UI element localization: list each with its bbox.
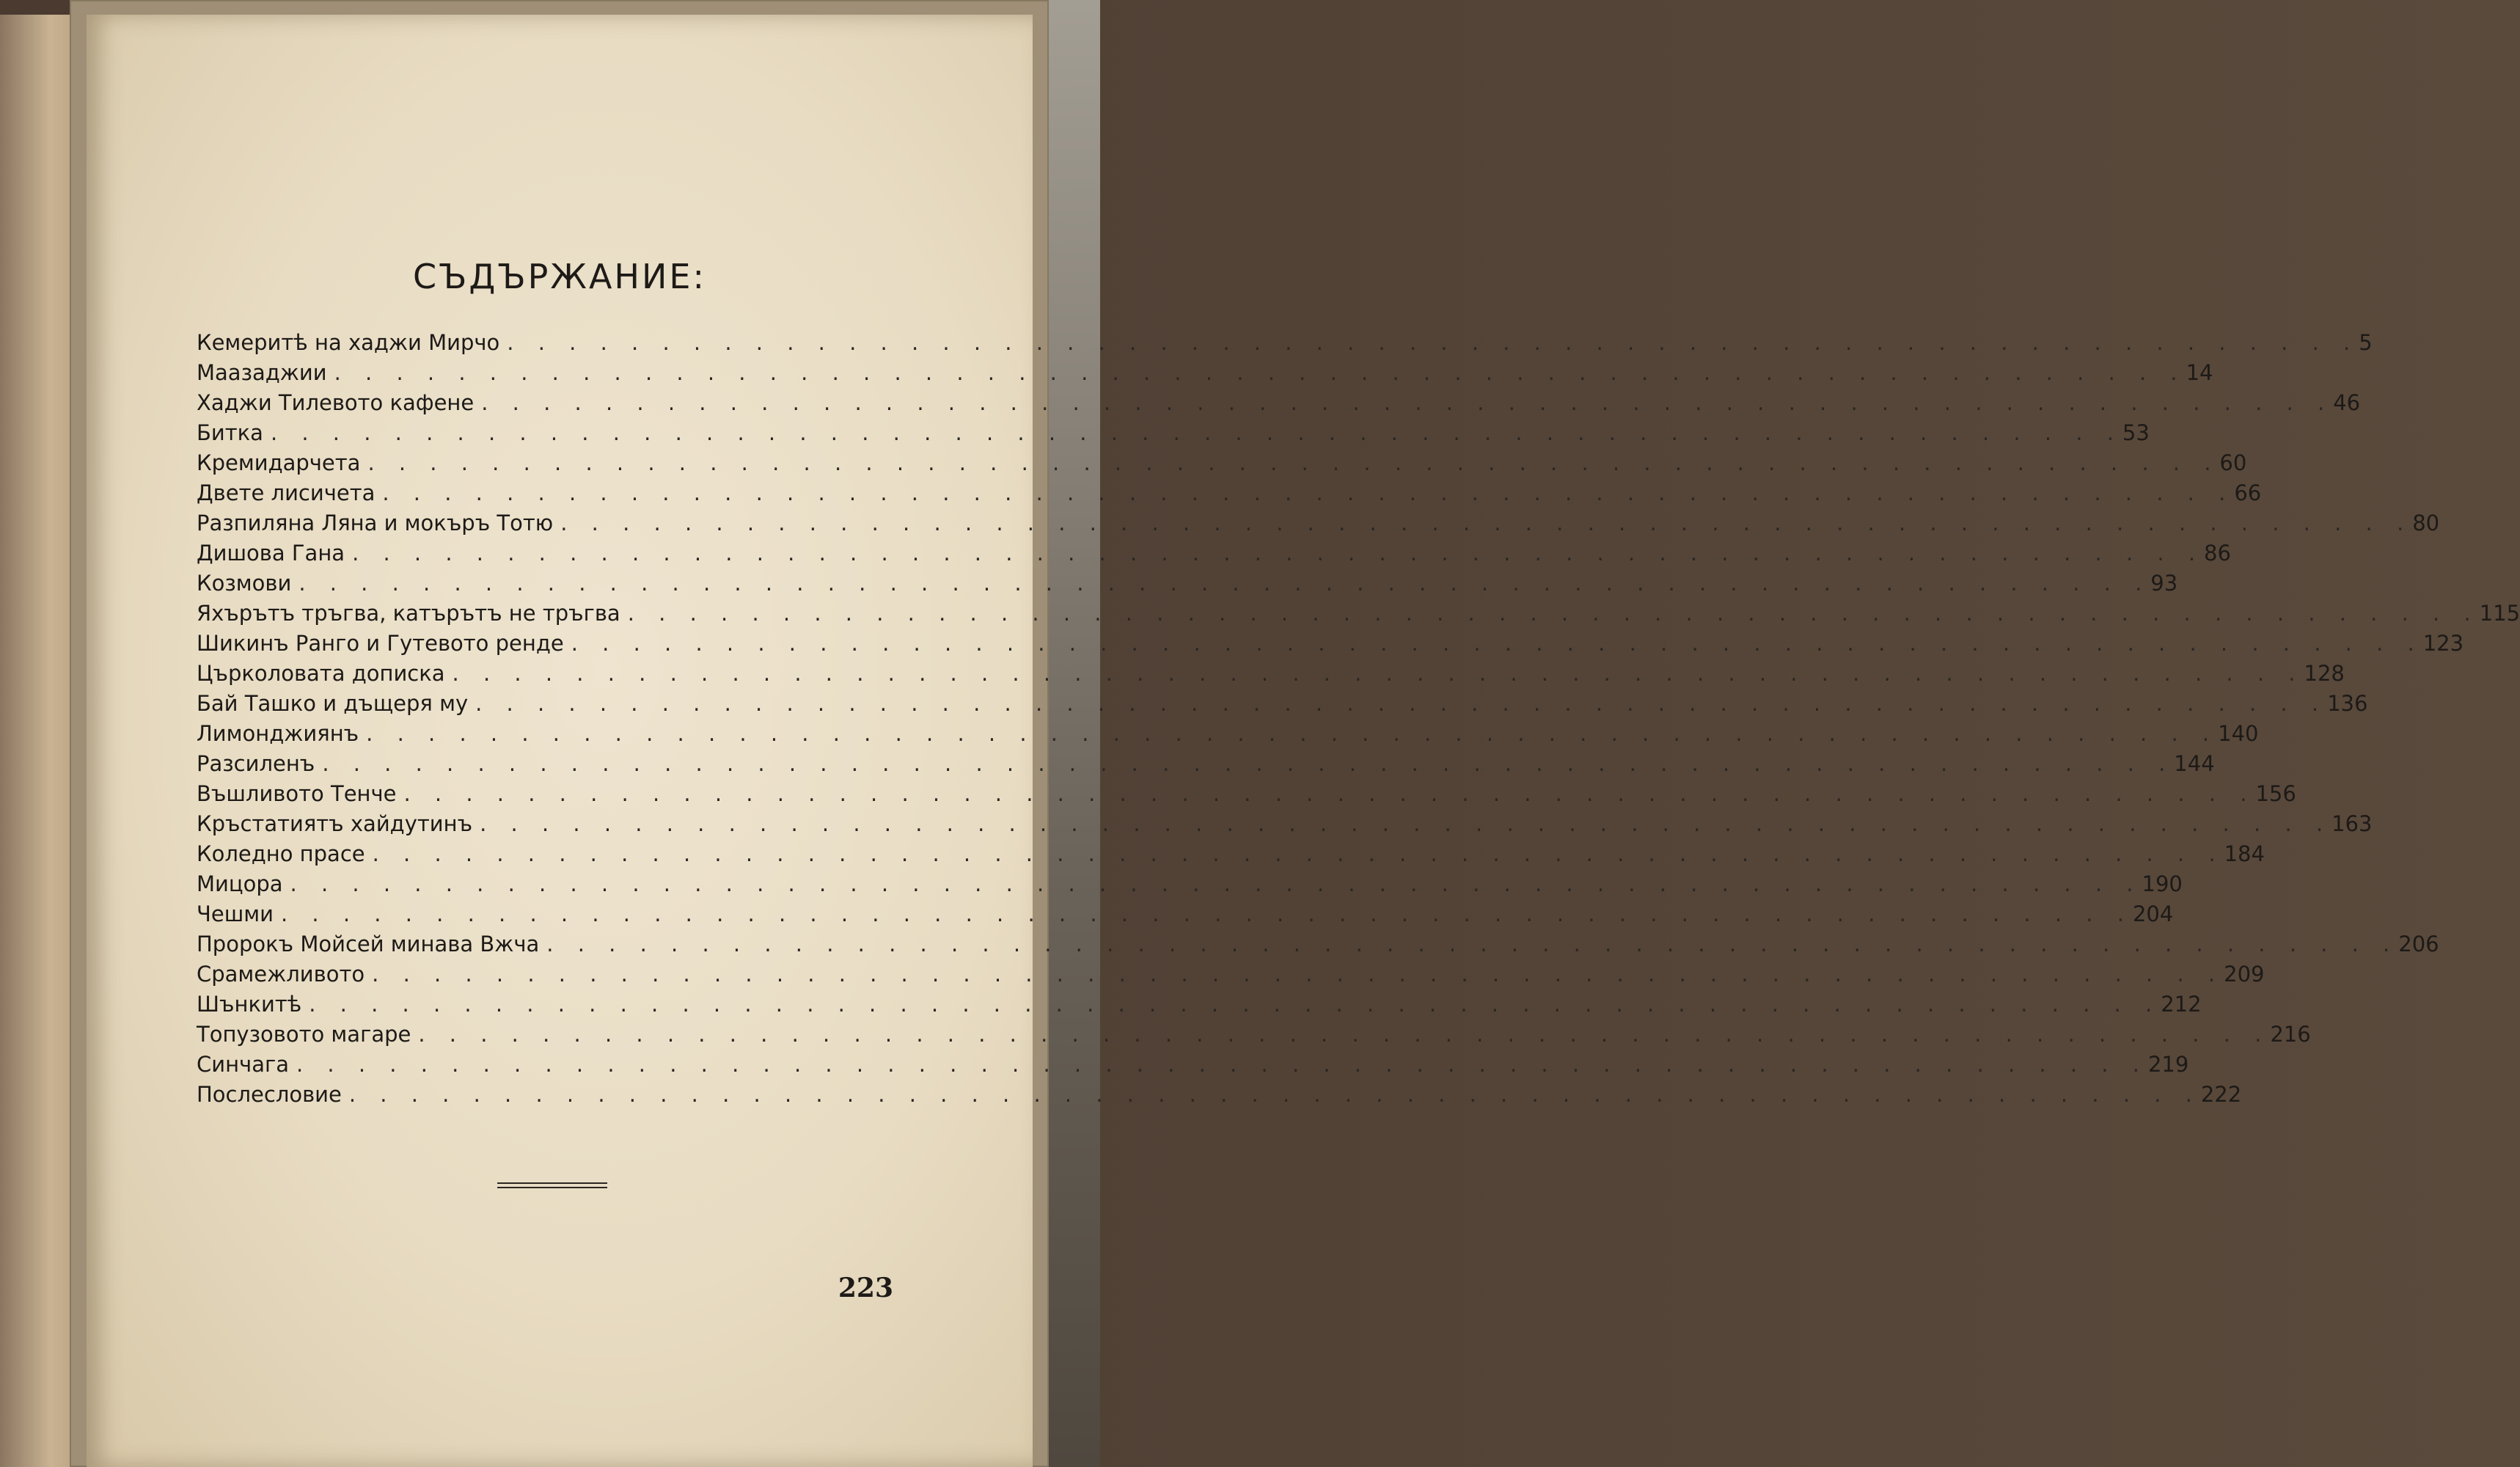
- toc-entry-title: Хаджи Тилевото кафене: [197, 390, 475, 415]
- toc-entry-title: Маазаджии: [197, 360, 327, 385]
- toc-entry-page: 14: [2186, 360, 2213, 385]
- toc-entry-title: Яхърътъ тръгва, катърътъ не тръгва: [197, 601, 620, 626]
- toc-entry: [197, 841, 2265, 871]
- toc-entry-title: Лимонджиянъ: [197, 721, 359, 746]
- toc-entry: [197, 721, 2259, 751]
- toc-entry: [197, 871, 2183, 901]
- toc-entry: [197, 811, 2373, 841]
- toc-entry-title: Дишова Гана: [197, 541, 345, 566]
- toc-entry: [197, 751, 2215, 781]
- table-of-contents: [197, 330, 2520, 1112]
- toc-entry-page: 46: [2333, 390, 2361, 415]
- dot-leader: . . . . . . . . . . . . . . . . . . . . . . . . . . . . . . . . . . . . . . . . . . . . . . . . . . . . . . . . . . . .: [322, 751, 2175, 776]
- toc-entry: [197, 1052, 2189, 1082]
- toc-entry-title: Мицора: [197, 871, 283, 896]
- toc-entry: [197, 691, 2368, 721]
- toc-entry-page: 216: [2270, 1022, 2311, 1047]
- page-number: 223: [838, 1273, 893, 1303]
- dot-leader: . . . . . . . . . . . . . . . . . . . . . . . . . . . . . . . . . . . . . . . . . . . . . . . . . . . . . . . . . . . .: [372, 841, 2224, 866]
- toc-entry-page: 204: [2132, 901, 2174, 926]
- ornamental-rule: [497, 1182, 607, 1193]
- dot-leader: . . . . . . . . . . . . . . . . . . . . . . . . . . . . . . . . . . . . . . . . . . . . . . . . . . . . . . . . . . . .: [382, 480, 2235, 505]
- toc-entry: [197, 571, 2178, 601]
- toc-entry-page: 144: [2174, 751, 2215, 776]
- dot-leader: . . . . . . . . . . . . . . . . . . . . . . . . . . . . . . . . . . . . . . . . . . . . . . . . . . . . . . . . . . . .: [571, 631, 2423, 656]
- toc-entry-title: Топузовото магаре: [197, 1022, 411, 1047]
- toc-entry-title: Кремидарчета: [197, 450, 361, 475]
- dot-leader: . . . . . . . . . . . . . . . . . . . . . . . . . . . . . . . . . . . . . . . . . . . . . . . . . . . . . . . . . . . .: [507, 330, 2359, 355]
- toc-entry: [197, 601, 2520, 631]
- dot-leader: . . . . . . . . . . . . . . . . . . . . . . . . . . . . . . . . . . . . . . . . . . . . . . . . . . . . . . . . . . . .: [560, 511, 2413, 535]
- toc-entry-title: Синчага: [197, 1052, 289, 1077]
- toc-entry: [197, 992, 2202, 1022]
- dot-leader: . . . . . . . . . . . . . . . . . . . . . . . . . . . . . . . . . . . . . . . . . . . . . . . . . . . . . . . . . . . .: [627, 601, 2480, 626]
- dot-leader: . . . . . . . . . . . . . . . . . . . . . . . . . . . . . . . . . . . . . . . . . . . . . . . . . . . . . . . . . . . .: [403, 781, 2256, 806]
- toc-entry-title: Кръстатиятъ хайдутинъ: [197, 811, 473, 836]
- toc-entry: [197, 1022, 2311, 1052]
- toc-entry: [197, 1082, 2242, 1112]
- toc-entry-page: 219: [2147, 1052, 2189, 1077]
- toc-entry-title: Коледно прасе: [197, 841, 365, 866]
- toc-entry-page: 156: [2255, 781, 2296, 806]
- toc-entry: [197, 360, 2213, 390]
- toc-entry-title: Разпиляна Ляна и мокъръ Тотю: [197, 511, 554, 535]
- contents-heading: СЪДЪРЖАНИЕ:: [413, 257, 706, 296]
- toc-entry: [197, 962, 2265, 992]
- toc-entry-page: 128: [2304, 661, 2345, 686]
- toc-entry: [197, 901, 2174, 932]
- dot-leader: . . . . . . . . . . . . . . . . . . . . . . . . . . . . . . . . . . . . . . . . . . . . . . . . . . . . . . . . . . . .: [290, 871, 2142, 896]
- toc-entry-title: Пророкъ Мойсей минава Вжча: [197, 932, 540, 956]
- dot-leader: . . . . . . . . . . . . . . . . . . . . . . . . . . . . . . . . . . . . . . . . . . . . . . . . . . . . . . . . . . . .: [452, 661, 2304, 686]
- dot-leader: . . . . . . . . . . . . . . . . . . . . . . . . . . . . . . . . . . . . . . . . . . . . . . . . . . . . . . . . . . . .: [367, 450, 2220, 475]
- toc-entry-page: 5: [2359, 330, 2373, 355]
- toc-entry: [197, 450, 2247, 480]
- dot-leader: . . . . . . . . . . . . . . . . . . . . . . . . . . . . . . . . . . . . . . . . . . . . . . . . . . . . . . . . . . . .: [348, 1082, 2201, 1107]
- toc-entry-page: 206: [2398, 932, 2439, 956]
- toc-entry-title: Шънкитѣ: [197, 992, 302, 1017]
- toc-entry-title: Срамежливото: [197, 962, 365, 987]
- toc-entry-page: 184: [2224, 841, 2265, 866]
- toc-entry-title: Църколовата дописка: [197, 661, 445, 686]
- toc-entry-page: 190: [2142, 871, 2183, 896]
- toc-entry-page: 136: [2327, 691, 2368, 716]
- toc-entry: [197, 511, 2440, 541]
- dot-leader: . . . . . . . . . . . . . . . . . . . . . . . . . . . . . . . . . . . . . . . . . . . . . . . . . . . . . . . . . . . .: [270, 420, 2122, 445]
- dot-leader: . . . . . . . . . . . . . . . . . . . . . . . . . . . . . . . . . . . . . . . . . . . . . . . . . . . . . . . . . . . .: [480, 811, 2332, 836]
- toc-entry-title: Въшливото Тенче: [197, 781, 397, 806]
- dot-leader: . . . . . . . . . . . . . . . . . . . . . . . . . . . . . . . . . . . . . . . . . . . . . . . . . . . . . . . . . . . .: [298, 571, 2151, 596]
- book-page: [87, 15, 2520, 1467]
- toc-entry: [197, 932, 2439, 962]
- toc-entry: [197, 390, 2361, 420]
- toc-entry-page: 115: [2479, 601, 2520, 626]
- toc-entry-title: Двете лисичета: [197, 480, 376, 505]
- toc-entry-page: 80: [2412, 511, 2440, 535]
- toc-entry: [197, 420, 2150, 450]
- dot-leader: . . . . . . . . . . . . . . . . . . . . . . . . . . . . . . . . . . . . . . . . . . . . . . . . . . . . . . . . . . . .: [334, 360, 2186, 385]
- toc-entry-title: Послесловие: [197, 1082, 342, 1107]
- toc-entry-page: 93: [2150, 571, 2178, 596]
- dot-leader: . . . . . . . . . . . . . . . . . . . . . . . . . . . . . . . . . . . . . . . . . . . . . . . . . . . . . . . . . . . .: [296, 1052, 2148, 1077]
- toc-entry-page: 60: [2219, 450, 2247, 475]
- dot-leader: . . . . . . . . . . . . . . . . . . . . . . . . . . . . . . . . . . . . . . . . . . . . . . . . . . . . . . . . . . . .: [481, 390, 2334, 415]
- toc-entry-title: Битка: [197, 420, 263, 445]
- toc-entry: [197, 661, 2345, 691]
- toc-entry-page: 212: [2161, 992, 2202, 1017]
- toc-entry-page: 140: [2218, 721, 2259, 746]
- toc-entry-page: 66: [2234, 480, 2262, 505]
- toc-entry-title: Разсиленъ: [197, 751, 315, 776]
- toc-entry-title: Шикинъ Ранго и Гутевото ренде: [197, 631, 564, 656]
- dot-leader: . . . . . . . . . . . . . . . . . . . . . . . . . . . . . . . . . . . . . . . . . . . . . . . . . . . . . . . . . . . .: [372, 962, 2224, 987]
- toc-entry-page: 163: [2332, 811, 2373, 836]
- toc-entry-page: 209: [2224, 962, 2265, 987]
- toc-entry-page: 222: [2200, 1082, 2242, 1107]
- dot-leader: . . . . . . . . . . . . . . . . . . . . . . . . . . . . . . . . . . . . . . . . . . . . . . . . . . . . . . . . . . . .: [352, 541, 2205, 566]
- toc-entry-page: 123: [2422, 631, 2464, 656]
- dot-leader: . . . . . . . . . . . . . . . . . . . . . . . . . . . . . . . . . . . . . . . . . . . . . . . . . . . . . . . . . . . .: [366, 721, 2219, 746]
- toc-entry: [197, 541, 2231, 571]
- dot-leader: . . . . . . . . . . . . . . . . . . . . . . . . . . . . . . . . . . . . . . . . . . . . . . . . . . . . . . . . . . . .: [280, 901, 2133, 926]
- toc-entry-title: Чешми: [197, 901, 274, 926]
- toc-entry-page: 86: [2204, 541, 2231, 566]
- toc-entry: [197, 631, 2464, 661]
- dot-leader: . . . . . . . . . . . . . . . . . . . . . . . . . . . . . . . . . . . . . . . . . . . . . . . . . . . . . . . . . . . .: [309, 992, 2161, 1017]
- dot-leader: . . . . . . . . . . . . . . . . . . . . . . . . . . . . . . . . . . . . . . . . . . . . . . . . . . . . . . . . . . . .: [475, 691, 2328, 716]
- toc-entry-title: Бай Ташко и дъщеря му: [197, 691, 469, 716]
- toc-entry-title: Козмови: [197, 571, 292, 596]
- toc-entry: [197, 480, 2262, 511]
- toc-entry: [197, 781, 2296, 811]
- toc-entry-page: 53: [2122, 420, 2150, 445]
- toc-entry: [197, 330, 2373, 360]
- toc-entry-title: Кемеритѣ на хаджи Мирчо: [197, 330, 500, 355]
- dot-leader: . . . . . . . . . . . . . . . . . . . . . . . . . . . . . . . . . . . . . . . . . . . . . . . . . . . . . . . . . . . .: [546, 932, 2399, 956]
- dot-leader: . . . . . . . . . . . . . . . . . . . . . . . . . . . . . . . . . . . . . . . . . . . . . . . . . . . . . . . . . . . .: [418, 1022, 2271, 1047]
